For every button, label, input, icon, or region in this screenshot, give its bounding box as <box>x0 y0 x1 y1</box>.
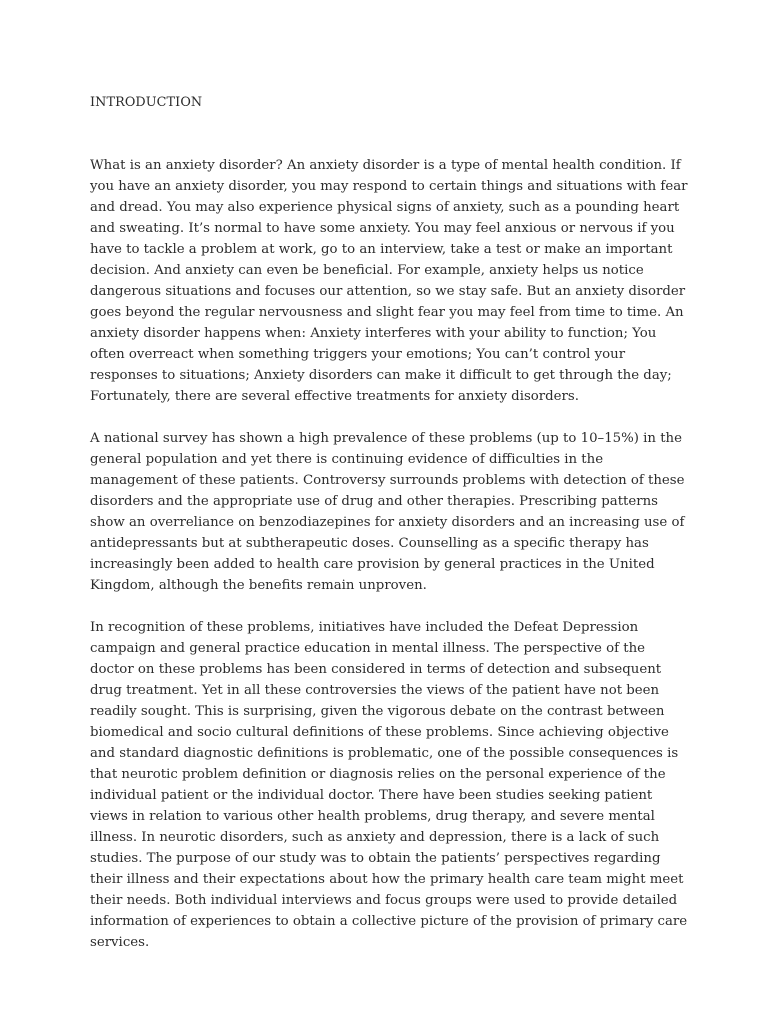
paragraph-definition: What is an anxiety disorder? An anxiety disorder is a type of mental health condition. If you have an anxiety disorder, you may respond to certain things and situations with fear and dread. You may also experience physical signs of anxiety, such as a pounding heart and sweating. It’s normal to have some anxiety. You may feel anxious or nervous if you have to tackle a problem at work, go to an interview, take a test or make an important decision. And anxiety can even be beneficial. For example, anxiety helps us notice dangerous situations and focuses our attention, so we stay safe. But an anxiety disorder goes beyond the regular nervousness and slight fear you may feel from time to time. An anxiety disorder happens when: Anxiety interferes with your ability to function; You often overreact when something triggers your emotions; You can’t control your responses to situations; Anxiety disorders can make it difficult to get through the day; Fortunately, there are several effective treatments for anxiety disorders. <box>90 158 688 404</box>
paragraph-study-purpose: In recognition of these problems, initiatives have included the Defeat Depression campaign and general practice education in mental illness. The perspective of the doctor on these problems has been considered in terms of detection and subsequent drug treatment. Yet in all these controversies the views of the patient have not been readily sought. This is surprising, given the vigorous debate on the contrast between biomedical and socio cultural definitions of these problems. Since achieving objective and standard diagnostic definitions is problematic, one of the possible consequences is that neurotic problem definition or diagnosis relies on the personal experience of the individual patient or the individual doctor. There have been studies seeking patient views in relation to various other health problems, drug therapy, and severe mental illness. In neurotic disorders, such as anxiety and depression, there is a lack of such studies. The purpose of our study was to obtain the patients’ perspectives regarding their illness and their expectations about how the primary health care team might meet their needs. Both individual interviews and focus groups were used to provide detailed information of experiences to obtain a collective picture of the provision of primary care services. <box>90 620 688 950</box>
document-body <box>90 92 690 953</box>
paragraph-prevalence: A national survey has shown a high prevalence of these problems (up to 10–15%) in the general population and yet there is continuing evidence of difficulties in the management of these patients. Controversy surrounds problems with detection of these disorders and the appropriate use of drug and other therapies. Prescribing patterns show an overreliance on benzodiazepines for anxiety disorders and an increasing use of antidepressants but at subtherapeutic doses. Counselling as a specific therapy has increasingly been added to health care provision by general practices in the United Kingdom, although the benefits remain unproven. <box>90 431 685 593</box>
section-heading: INTRODUCTION <box>90 95 203 110</box>
